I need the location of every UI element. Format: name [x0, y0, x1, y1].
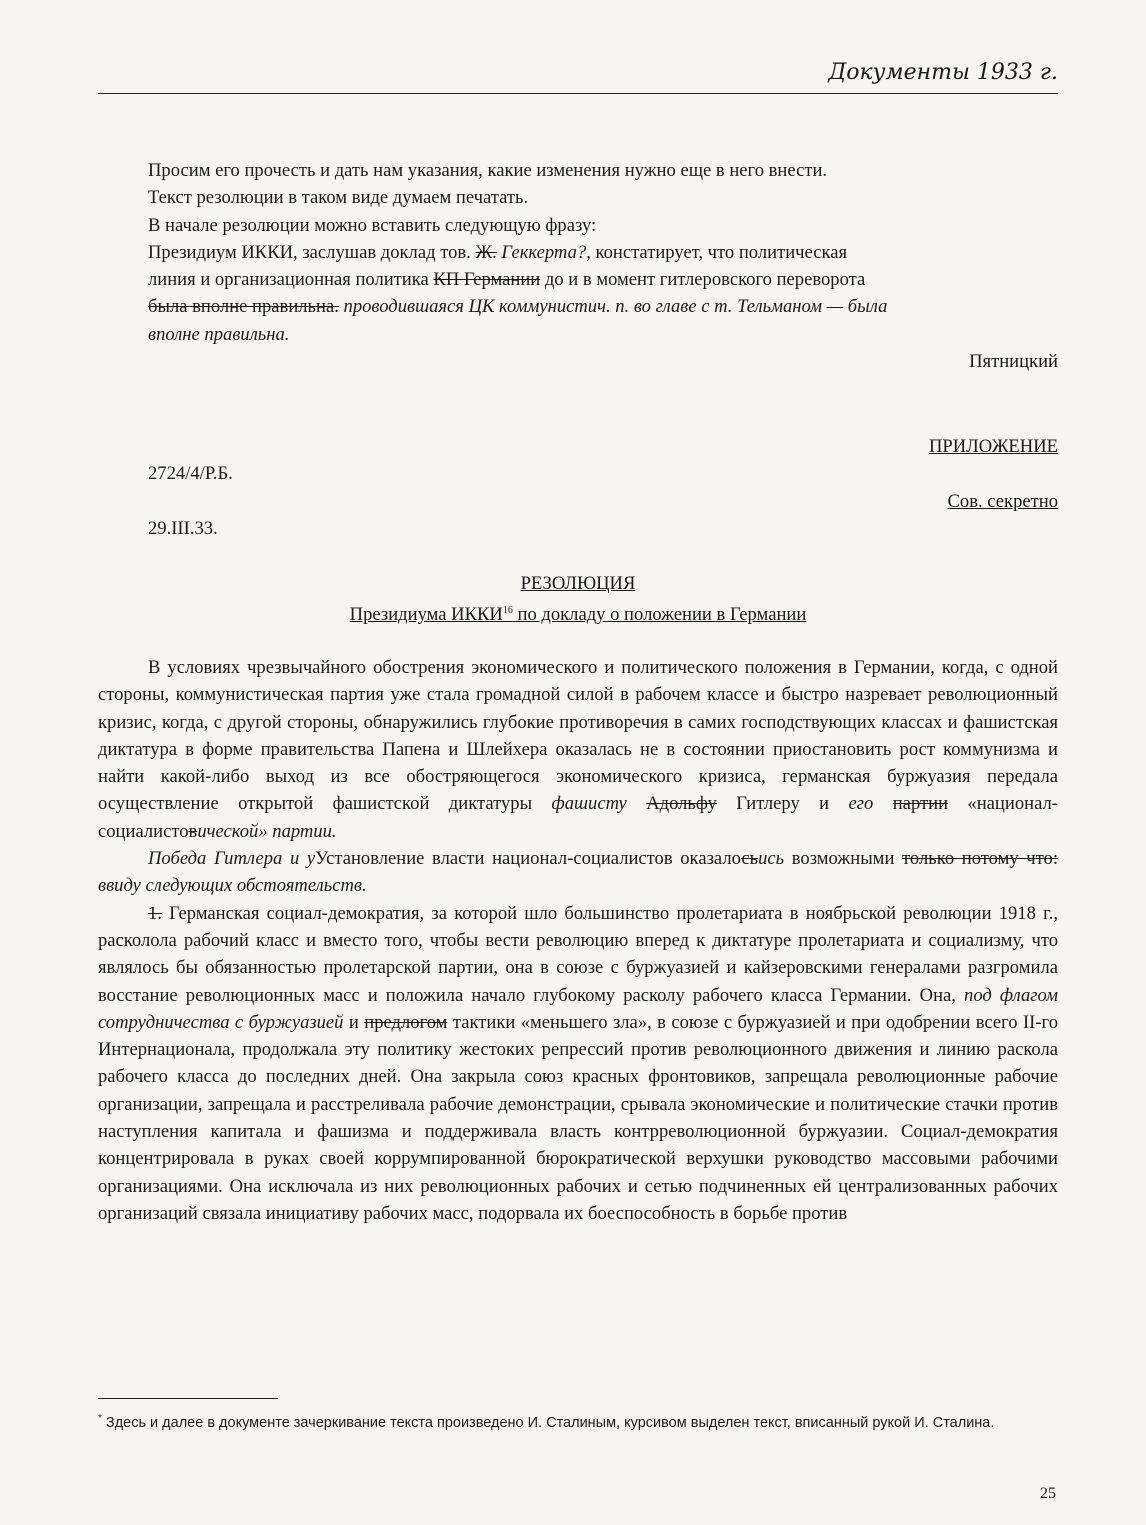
paragraph: В условиях чрезвычайного обострения экономического и политического положения в Германии, когда, с одной стороны, коммунистическая партия уже стала громадной силой в рабочем классе и быстро назревает революционный кризис, когда, с другой стороны, обнаружились глубокие противоречия в самих господствующих классах и фашистская диктатура в форме правительства Папена и Шлейхера оказалась не в состоянии приостановить рост коммунизма и найти какой-либо выход из все обостряющегося экономического кризиса, германская буржуазия передала осуществление открытой фашистской диктатуры фашисту Адольфу Гитлеру и его партии «национал-социалистовической» партии.: [98, 657, 1058, 842]
letter-line: Президиум ИККИ, заслушав доклад тов. Ж. Геккерта?, констатирует, что политическая: [148, 241, 848, 263]
paragraph: Победа Гитлера и уУстановление власти национал-социалистов оказалосьись возможными только потому что: ввиду следующих обстоятельств.: [98, 848, 1058, 897]
document-number: 2724/4/Р.Б.: [148, 463, 233, 485]
letter-line: линия и организационная политика КП Германии до и в момент гитлеровского переворота: [148, 269, 866, 291]
document-date: 29.III.33.: [148, 517, 218, 539]
resolution-title: РЕЗОЛЮЦИЯ: [520, 573, 636, 594]
resolution-subtitle: Президиума ИККИ$^{16}$ по докладу о положении в Германии: [349, 604, 807, 626]
letter-line: Просим его прочесть и дать нам указания, какие изменения нужно еще в него внести.: [148, 160, 828, 181]
secret-stamp: Сов. секретно: [947, 490, 1058, 512]
footnote-rule: [98, 1398, 278, 1399]
appendix-label: ПРИЛОЖЕНИЕ: [928, 436, 1058, 457]
letter-line: Текст резолюции в таком виде думаем печатать.: [148, 187, 529, 209]
header-rule: [98, 93, 1058, 94]
letter-line: была вполне правильна. проводившаяся ЦК коммунистич. п. во главе с т. Тельманом — была: [148, 296, 888, 318]
resolution-heading: [98, 570, 1058, 629]
letter-line: вполне правильна.: [148, 323, 290, 345]
resolution-body: [98, 654, 1058, 1227]
footnote: * Здесь и далее в документе зачеркивание текста произведено И. Сталиным, курсивом выделен текст, вписанный рукой И. Сталина.: [98, 1413, 995, 1431]
appendix-block: [148, 433, 1058, 542]
letter-block: [148, 157, 1058, 375]
paragraph: 1. Германская социал-демократия, за которой шло большинство пролетариата в ноябрьской революции 1918 г., расколола рабочий класс и вместо того, чтобы вести революцию вперед к диктатуре пролетариата и социализму, что являлось бы обязанностью пролетарской партии, она в союзе с буржуазией и кайзеровскими генералами разгромила восстание революционных масс и положила начало глубокому расколу рабочего класса Германии. Она, под флагом сотрудничества с буржуазией и предлогом тактики «меньшего зла», в союзе с буржуазией и при одобрении всего II-го Интернационала, продолжала эту политику жестоких репрессий против революционного движения и линию раскола рабочего класса до последних дней. Она закрыла союз красных фронтовиков, запрещала революционные рабочие организации, запрещала и расстреливала рабочие демонстрации, срывала экономические и политические стачки против наступления капитала и фашизма и поддерживала власть контрреволюционной буржуазии. Социал-демократия концентрировала в руках своей коррумпированной бюрократической верхушки руководство массовыми рабочими организациями. Она исключала из них революционных рабочих и сетью подчиненных ей централизованных рабочих организаций связала инициативу рабочих масс, подорвала их боеспособность в борьбе против: [98, 902, 1059, 1224]
running-header: Документы 1933 г.: [828, 60, 1058, 85]
letter-line: В начале резолюции можно вставить следующую фразу:: [148, 214, 597, 236]
signature: Пятницкий: [969, 351, 1058, 373]
page-number: 25: [1040, 1485, 1056, 1502]
